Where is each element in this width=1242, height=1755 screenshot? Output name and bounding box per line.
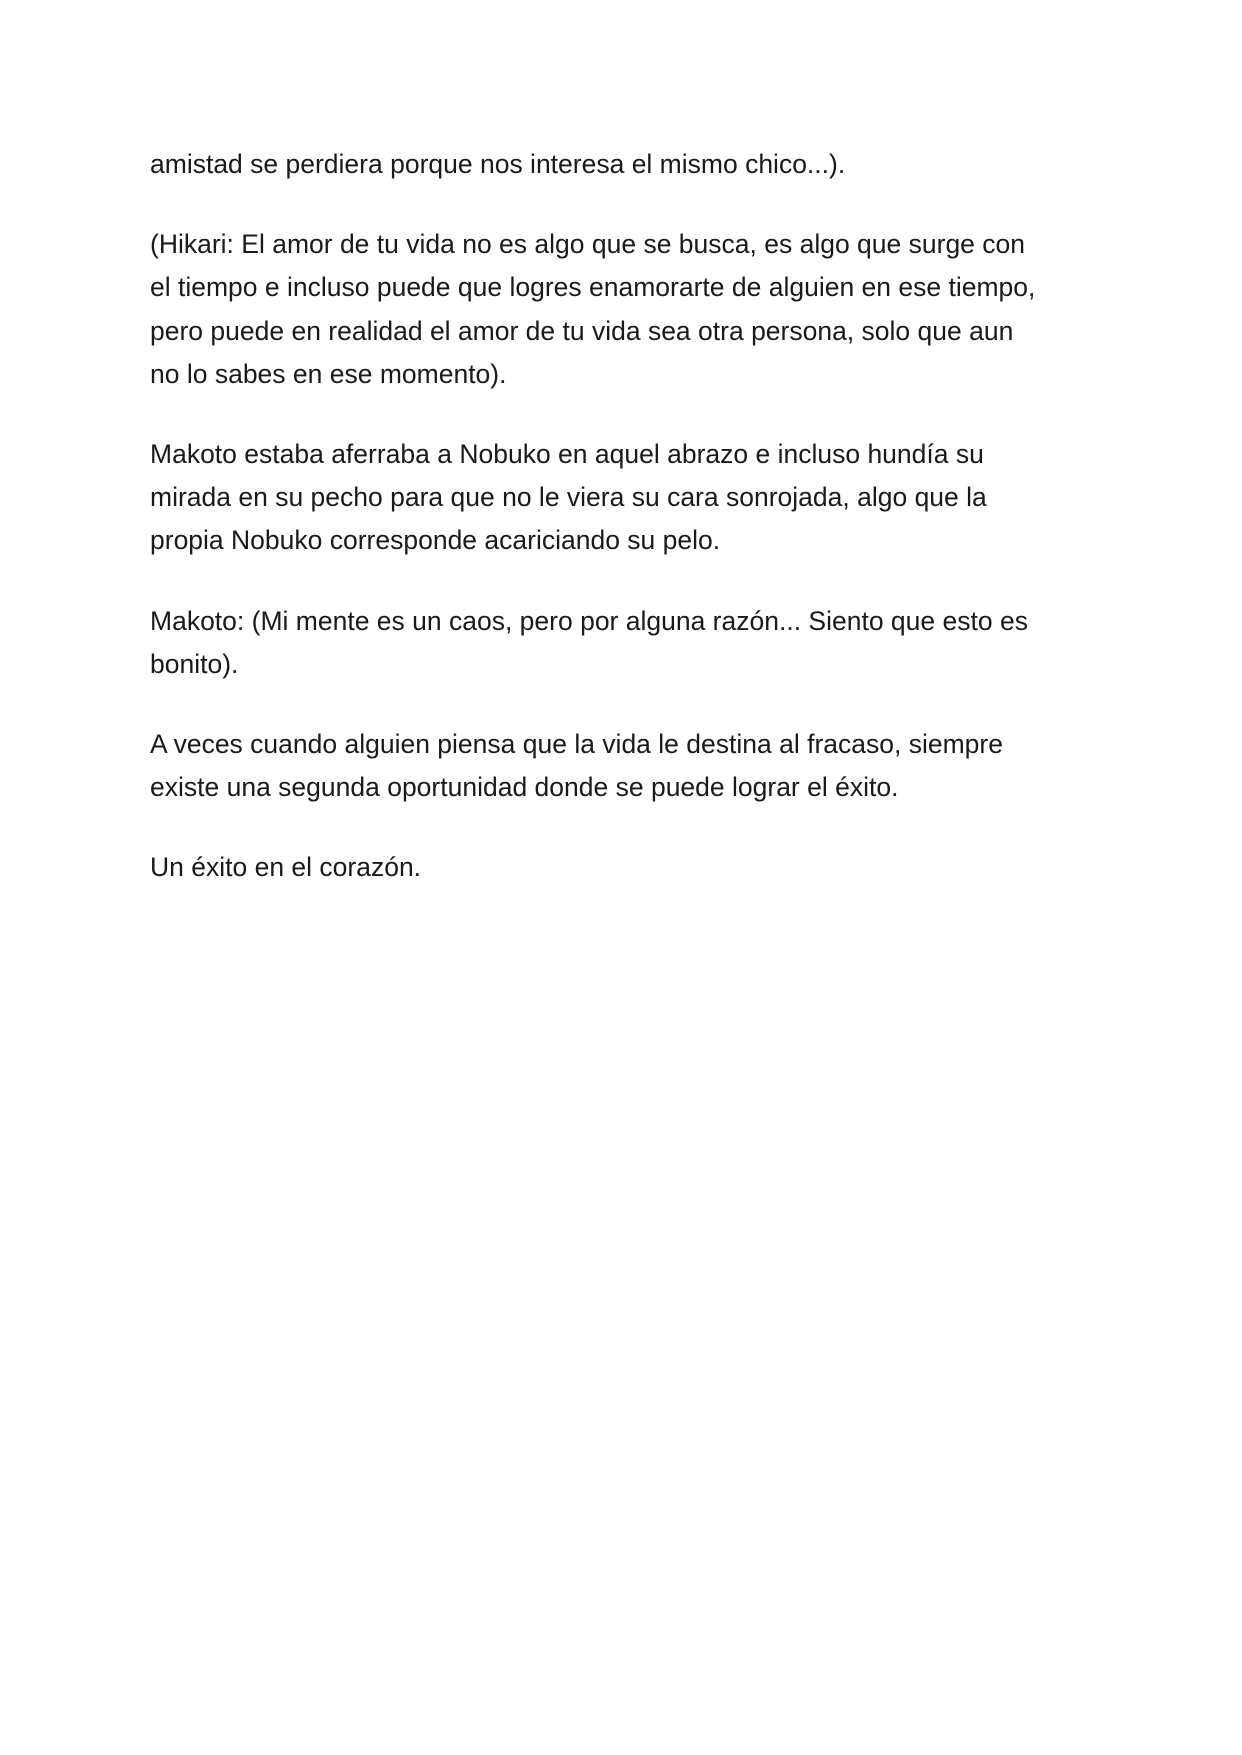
text-line: Makoto: (Mi mente es un caos, pero por alguna razón... Siento que esto es (150, 605, 1028, 636)
text-line: el tiempo e incluso puede que logres enamorarte de alguien en ese tiempo, (150, 272, 1036, 303)
paragraph (150, 143, 1100, 186)
paragraph (150, 600, 1100, 686)
paragraph (150, 846, 1100, 889)
text-line: no lo sabes en ese momento). (150, 358, 507, 389)
text-line: A veces cuando alguien piensa que la vida le destina al fracaso, siempre (150, 729, 1003, 760)
text-line: bonito). (150, 648, 239, 679)
text-line: mirada en su pecho para que no le viera su cara sonrojada, algo que la (150, 482, 987, 513)
paragraph (150, 433, 1100, 563)
text-line: existe una segunda oportunidad donde se puede lograr el éxito. (150, 772, 899, 803)
text-line: propia Nobuko corresponde acariciando su pelo. (150, 525, 721, 556)
document-body (150, 143, 1100, 890)
paragraph (150, 723, 1100, 809)
text-line: amistad se perdiera porque nos interesa el mismo chico...). (150, 149, 846, 179)
paragraph (150, 223, 1100, 396)
text-line: pero puede en realidad el amor de tu vida sea otra persona, solo que aun (150, 315, 1014, 346)
text-line: (Hikari: El amor de tu vida no es algo que se busca, es algo que surge con (150, 229, 1026, 260)
text-line: Makoto estaba aferraba a Nobuko en aquel abrazo e incluso hundía su (150, 439, 984, 470)
text-line: Un éxito en el corazón. (150, 852, 422, 883)
